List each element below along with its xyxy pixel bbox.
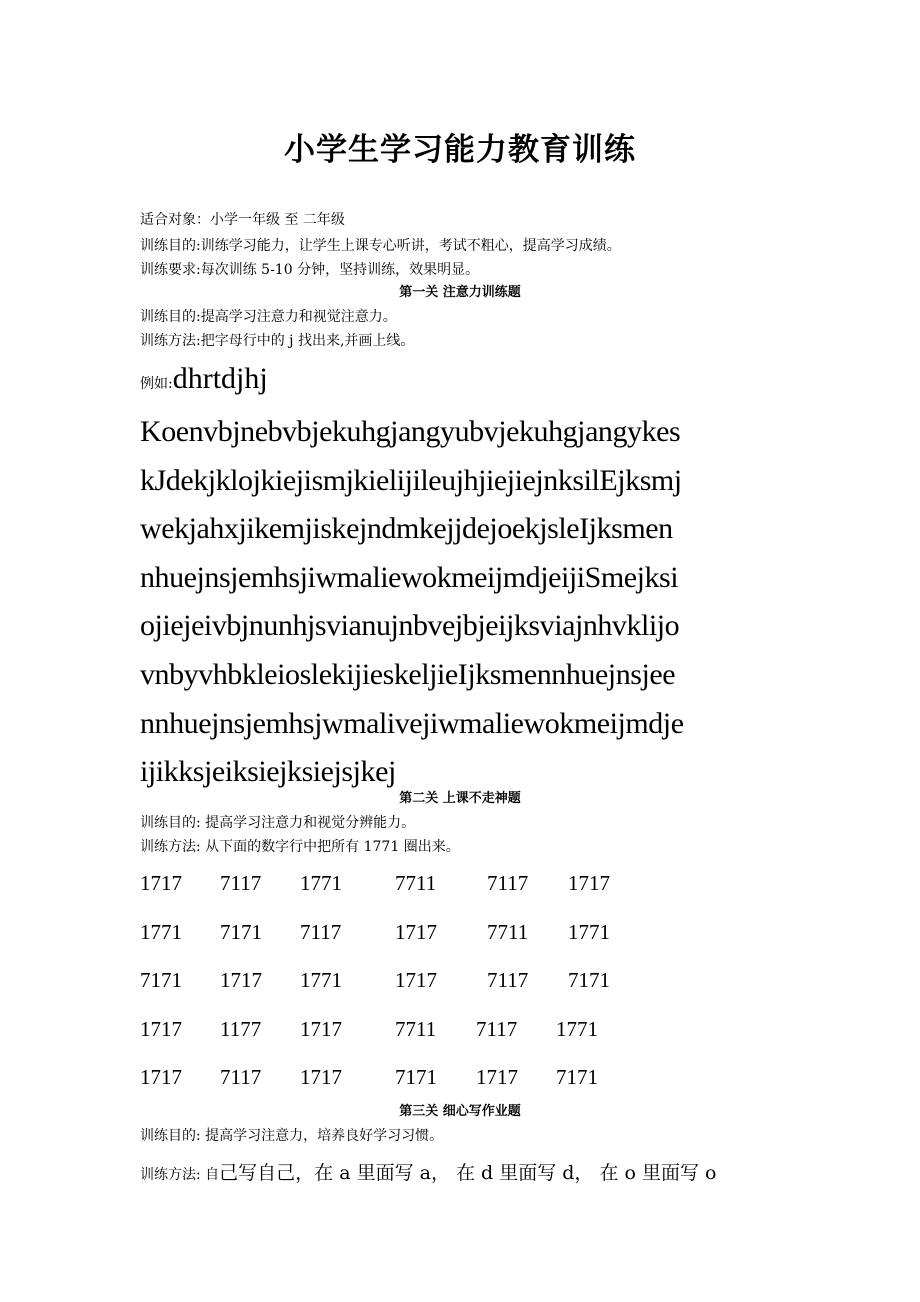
intro-purpose: 训练目的:训练学习能力，让学生上课专心听讲，考试不粗心，提高学习成绩。 xyxy=(140,238,621,254)
number-row xyxy=(140,868,700,917)
section3-method-text: 己写自己，在 a 里面写 a， 在 d 里面写 d， 在 o 里面写 o xyxy=(219,1162,717,1184)
number-cell: 7117 xyxy=(300,919,342,944)
section3-purpose: 训练目的: 提高学习注意力，培养良好学习习惯。 xyxy=(140,1128,444,1144)
number-cell: 7171 xyxy=(395,1065,437,1089)
number-cell: 1717 xyxy=(140,1065,182,1089)
number-cell: 1771 xyxy=(140,919,182,944)
number-cell: 1717 xyxy=(140,1016,182,1041)
number-row xyxy=(140,917,700,966)
section2-purpose: 训练目的: 提高学习注意力和视觉分辨能力。 xyxy=(140,815,416,831)
section3-method-label: 训练方法: 自 xyxy=(140,1167,220,1183)
number-cell: 1771 xyxy=(568,919,610,944)
number-cell: 7711 xyxy=(395,1016,437,1041)
section1-example xyxy=(140,362,268,396)
number-cell: 1717 xyxy=(476,1065,518,1089)
number-cell: 7117 xyxy=(220,1065,262,1089)
number-grid xyxy=(140,868,700,1111)
number-cell: 1717 xyxy=(395,968,437,992)
letter-row: wekjahxjikemjiskejndmkejjdejoekjsleIjksmen xyxy=(140,512,673,546)
letter-row: nhuejnsjemhsjiwmaliewokmeijmdjeijiSmejksi xyxy=(140,560,679,594)
intro-requirement: 训练要求:每次训练 5-10 分钟，坚持训练，效果明显。 xyxy=(140,262,480,278)
section2-heading: 第二关 上课不走神题 xyxy=(399,791,521,806)
number-cell: 1177 xyxy=(220,1016,262,1041)
number-row xyxy=(140,965,700,1014)
number-cell: 1717 xyxy=(300,1016,342,1041)
intro-target: 适合对象：小学一年级 至 二年级 xyxy=(140,212,345,228)
number-cell: 1717 xyxy=(220,968,262,992)
letter-rows xyxy=(140,408,800,797)
section1-method: 训练方法:把字母行中的 j 找出来,并画上线。 xyxy=(140,333,415,349)
number-cell: 1771 xyxy=(300,968,342,992)
number-cell: 7171 xyxy=(568,968,610,992)
number-cell: 7117 xyxy=(487,871,529,895)
example-label: 例如: xyxy=(140,376,173,392)
letter-row: kJdekjklojkiejismjkielijileujhjiejiejnksilEjksmj xyxy=(140,463,682,497)
number-cell: 7171 xyxy=(556,1065,598,1089)
example-text: dhrtdjhj xyxy=(172,362,268,395)
number-cell: 1717 xyxy=(140,871,182,895)
page-title: 小学生学习能力教育训练 xyxy=(284,132,636,168)
number-cell: 7711 xyxy=(487,919,529,944)
number-cell: 7171 xyxy=(140,968,182,992)
section1-purpose: 训练目的:提高学习注意力和视觉注意力。 xyxy=(140,309,397,325)
section3-method xyxy=(140,1158,716,1190)
number-cell: 1717 xyxy=(395,919,437,944)
section3-heading: 第三关 细心写作业题 xyxy=(399,1104,521,1119)
letter-row: ojiejeivbjnunhjsvianujnbvejbjeijksviajnhvklijo xyxy=(140,609,680,643)
number-cell: 1771 xyxy=(300,871,342,895)
number-cell: 7117 xyxy=(476,1016,518,1041)
number-cell: 7117 xyxy=(220,871,262,895)
number-row xyxy=(140,1014,700,1063)
section1-heading: 第一关 注意力训练题 xyxy=(399,285,521,300)
number-cell: 1717 xyxy=(300,1065,342,1089)
number-cell: 7711 xyxy=(395,871,437,895)
number-cell: 1771 xyxy=(556,1016,598,1041)
number-cell: 1717 xyxy=(568,871,610,895)
letter-row: Koenvbjnebvbjekuhgjangyubvjekuhgjangykes xyxy=(140,415,681,448)
section2-method: 训练方法: 从下面的数字行中把所有 1771 圈出来。 xyxy=(140,839,460,855)
letter-row: vnbyvhbkleioslekijieskeljieIjksmennhuejnsjee xyxy=(140,657,676,691)
letter-row: ijikksjeiksiejksiejsjkej xyxy=(140,755,396,789)
letter-row: nnhuejnsjemhsjwmalivejiwmaliewokmeijmdje xyxy=(140,706,684,740)
number-cell: 7171 xyxy=(220,919,262,944)
number-cell: 7117 xyxy=(487,968,529,992)
